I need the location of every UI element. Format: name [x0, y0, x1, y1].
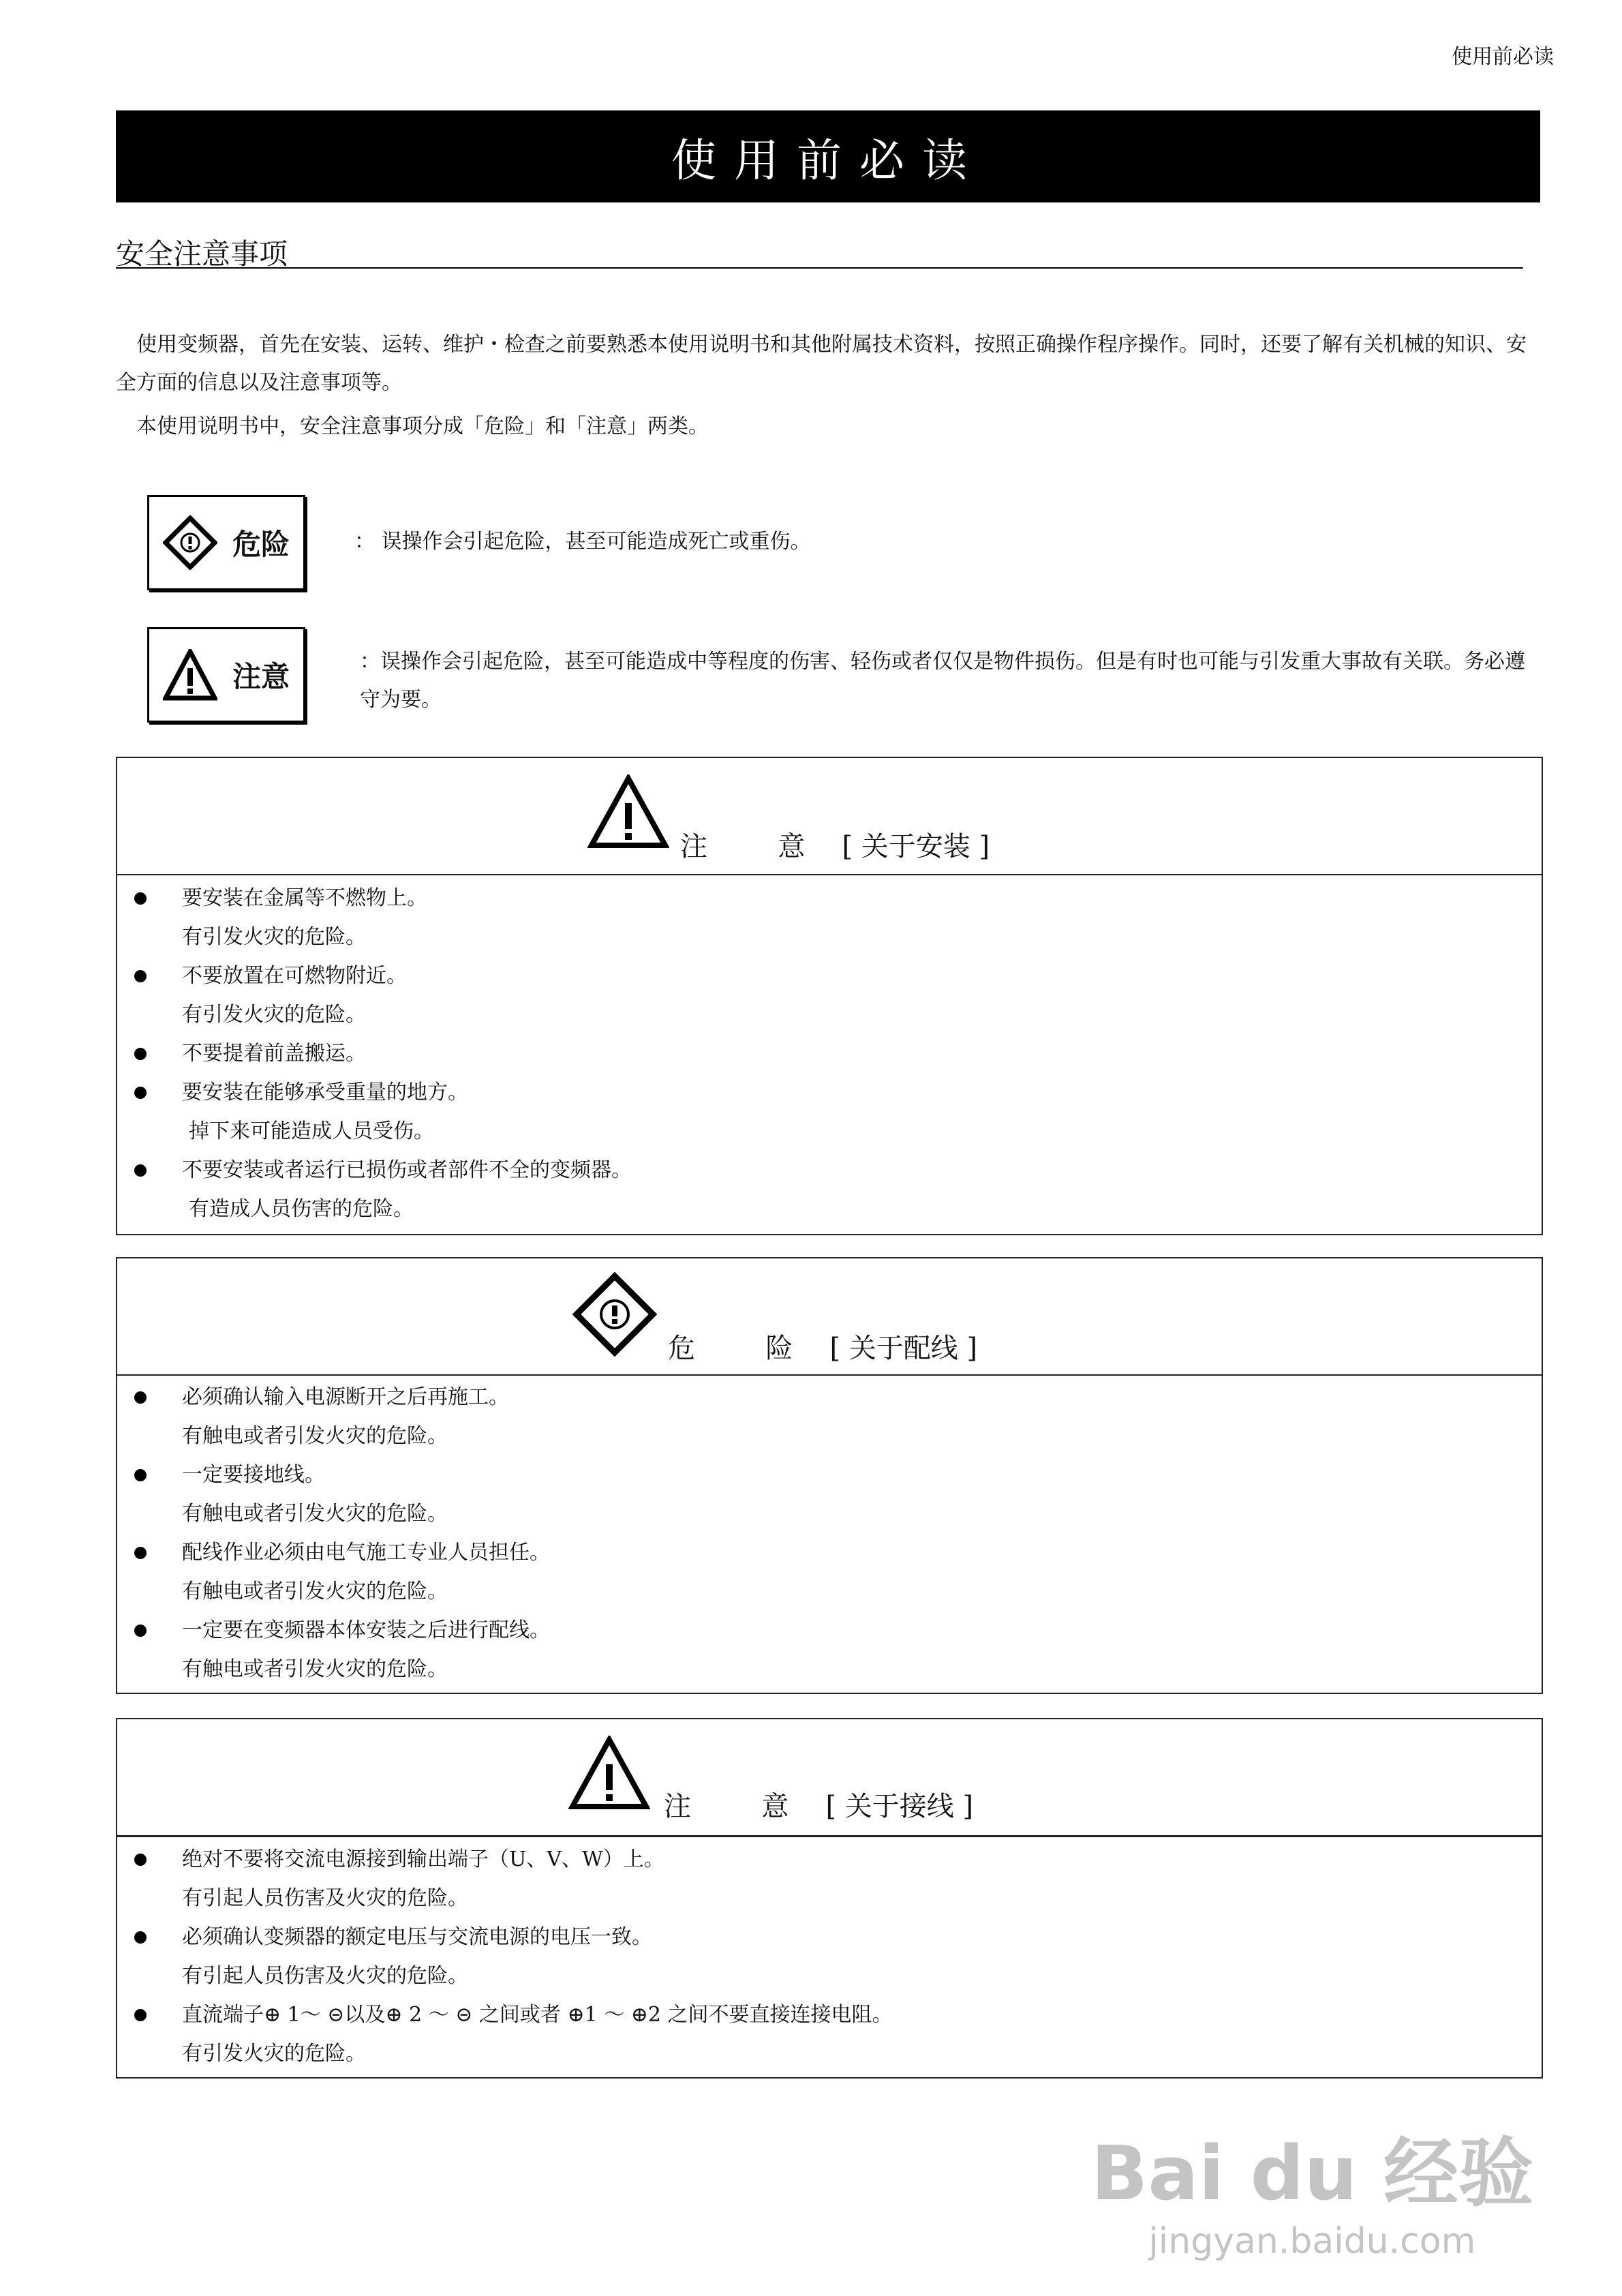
panel-topic: [ 关于安装 ]	[842, 831, 990, 862]
list-item: 不要提着前盖搬运。	[117, 1034, 1542, 1073]
list-item: 要安装在金属等不燃物上。 有引发火灾的危险。	[117, 879, 1542, 956]
caution-legend-description: ：误操作会引起危险，甚至可能造成中等程度的伤害、轻伤或者仅仅是物件损伤。但是有时也可能与引发重大事故有关联。务必遵守为要。	[360, 650, 1525, 712]
panel-topic: [ 关于配线 ]	[829, 1333, 978, 1364]
intro-paragraph-1: 使用变频器，首先在安装、运转、维护・检查之前要熟悉本使用说明书和其他附属技术资料，按照正确操作程序操作。同时，还要了解有关机械的知识、安全方面的信息以及注意事项等。	[116, 333, 1527, 395]
installation-caution-panel	[116, 757, 1543, 1235]
list-item: 必须确认输入电源断开之后再施工。 有触电或者引发火灾的危险。	[117, 1378, 1542, 1455]
bullet	[134, 1164, 147, 1177]
panel-kind: 危 险	[668, 1333, 811, 1364]
triangle-exclamation-icon	[163, 649, 217, 701]
intro-paragraph-2: 本使用说明书中，安全注意事项分成「危险」和「注意」两类。	[136, 414, 709, 438]
panel-title	[680, 825, 990, 864]
triangle-exclamation-icon	[568, 1736, 650, 1811]
list-item: 不要安装或者运行已损伤或者部件不全的变频器。 有造成人员伤害的危险。	[117, 1151, 1542, 1228]
list-item: 要安装在能够承受重量的地方。 掉下来可能造成人员受伤。	[117, 1073, 1542, 1151]
triangle-exclamation-icon	[587, 774, 669, 849]
bullet	[134, 892, 147, 905]
panel-item-list	[117, 875, 1542, 1234]
danger-legend-box	[147, 495, 305, 590]
wiring-danger-panel	[116, 1257, 1543, 1694]
panel-topic: [ 关于接线 ]	[825, 1791, 974, 1822]
bullet	[134, 1391, 147, 1404]
panel-header	[117, 1719, 1542, 1837]
connection-caution-panel	[116, 1718, 1543, 2079]
panel-item-list	[117, 1837, 1542, 2077]
danger-legend-description: ： 误操作会引起危险，甚至可能造成死亡或重伤。	[354, 530, 811, 554]
watermark-url: jingyan.baidu.com	[1148, 2221, 1476, 2262]
list-item: 配线作业必须由电气施工专业人员担任。 有触电或者引发火灾的危险。	[117, 1533, 1542, 1611]
page-title: 使用前必读	[116, 110, 1540, 202]
bullet	[134, 1854, 147, 1866]
bullet	[134, 970, 147, 982]
bullet	[134, 1087, 147, 1099]
section-heading: 安全注意事项	[116, 232, 1523, 269]
bullet	[134, 1931, 147, 1944]
caution-legend-box	[147, 627, 305, 723]
panel-header	[117, 1258, 1542, 1376]
running-header: 使用前必读	[1452, 45, 1554, 69]
panel-item-list	[117, 1376, 1542, 1693]
caution-legend-label: 注意	[232, 660, 290, 693]
panel-header	[117, 758, 1542, 875]
danger-legend-label: 危险	[232, 528, 290, 561]
bullet	[134, 2009, 147, 2021]
baidu-jingyan-watermark	[1091, 2113, 1533, 2262]
bullet	[134, 1469, 147, 1481]
panel-title	[668, 1327, 977, 1365]
panel-kind: 注 意	[680, 831, 823, 862]
bullet	[134, 1625, 147, 1637]
list-item: 一定要在变频器本体安装之后进行配线。 有触电或者引发火灾的危险。	[117, 1611, 1542, 1689]
list-item: 绝对不要将交流电源接到输出端子（U、V、W）上。 有引起人员伤害及火灾的危险。	[117, 1840, 1542, 1918]
list-item: 直流端子⊕ 1～ ⊝以及⊕ 2 ～ ⊝ 之间或者 ⊕1 ～ ⊕2 之间不要直接连接电阻。 有引发火灾的危险。	[117, 1995, 1542, 2073]
bullet	[134, 1048, 147, 1060]
watermark-brand: Bai du 经验	[1090, 2130, 1533, 2217]
panel-kind: 注 意	[664, 1791, 807, 1822]
list-item: 不要放置在可燃物附近。 有引发火灾的危险。	[117, 956, 1542, 1034]
bullet	[134, 1547, 147, 1559]
list-item: 必须确认变频器的额定电压与交流电源的电压一致。 有引起人员伤害及火灾的危险。	[117, 1918, 1542, 1995]
diamond-exclamation-icon	[163, 515, 217, 570]
list-item: 一定要接地线。 有触电或者引发火灾的危险。	[117, 1455, 1542, 1533]
diamond-exclamation-icon	[572, 1272, 657, 1357]
panel-title	[664, 1785, 973, 1824]
